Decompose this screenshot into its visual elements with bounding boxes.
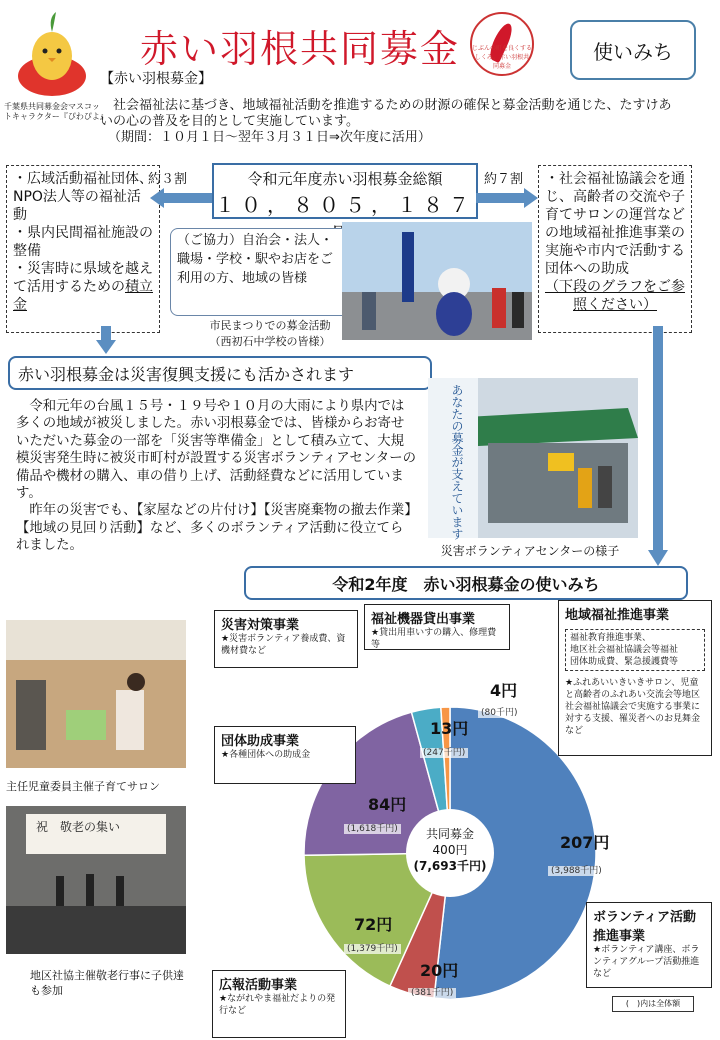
intro-body: 社会福祉法に基づき、地域福祉活動を推進するための財源の確保と募金活動を通じた、たすけあいの心の普及を目的として実施しています。	[100, 98, 672, 129]
reserve-fund: 積立金	[13, 279, 153, 313]
mascot-caption: 千葉県共同募金会マスコットキャラクター『ぴわぴよ』	[4, 102, 108, 121]
local-allocation-box	[538, 165, 692, 333]
category-desc: ★ボランティア講座、ボランティアグループ活動推進など	[593, 945, 700, 979]
category-community	[558, 600, 712, 756]
long-down-arrow-icon	[648, 326, 668, 566]
right-arrow-icon	[476, 188, 538, 208]
seal-text: じぶんの町を良くするしくみ。赤い羽根共同募金	[472, 45, 533, 70]
slice-label-group	[354, 912, 392, 935]
category-desc: ★ながれやま福祉だよりの発行など	[219, 994, 336, 1016]
slice-label-community	[560, 830, 609, 853]
festival-photo	[342, 222, 532, 340]
childcare-salon-photo	[6, 620, 186, 768]
pie-center-label	[410, 826, 490, 874]
tent-banner-text: あなたの募金が支えています	[450, 384, 464, 540]
red-feather-seal	[470, 12, 534, 76]
festival-caption-line1: 市民まつりでの募金活動	[209, 319, 331, 332]
category-desc-line: 福祉教育推進事業、	[570, 633, 652, 643]
slice-total: (381千円)	[408, 988, 456, 998]
chart-note: ( )内は全体額	[612, 996, 694, 1012]
slice-total-other	[478, 700, 520, 719]
respect-aged-sign: 祝 敬老の集い	[36, 820, 121, 834]
slice-label-pr	[420, 958, 458, 981]
slice-amount: 20円	[420, 961, 459, 980]
volunteer-center-caption: 災害ボランティアセンターの様子	[440, 544, 620, 558]
slice-total-group	[344, 936, 401, 955]
right-box-ref: （下段のグラフをご参照ください）	[545, 279, 685, 313]
disaster-banner: 赤い羽根募金は災害復興支援にも活かされます	[8, 356, 432, 390]
category-desc: ★ふれあいいきいきサロン、児童と高齢者のふれあい交流会等地区社会福祉協議会で実施する事業に対する支援、罹災者へのお見舞金など	[565, 678, 701, 736]
category-desc: ★災害ボランティア養成費、資機材費など	[221, 634, 346, 656]
childcare-salon-caption: 主任児童委員主催子育てサロン	[6, 780, 160, 793]
usage-label-box: 使いみち	[570, 20, 696, 80]
pie-center-value: 400円	[432, 843, 468, 857]
slice-label-disaster	[368, 792, 406, 815]
slice-total-community	[548, 858, 605, 877]
slice-total: (1,379千円)	[344, 944, 401, 954]
left-arrow-icon	[150, 188, 212, 208]
mascot-chick-icon	[14, 6, 89, 101]
slice-amount: 72円	[354, 915, 393, 934]
slice-amount: 84円	[368, 795, 407, 814]
festival-photo-caption	[180, 317, 360, 349]
category-volunteer	[586, 902, 712, 988]
respect-aged-caption: 地区社協主催敬老行事に子供達も参加	[30, 969, 184, 997]
disaster-paragraph-1: 令和元年の台風１５号・１９号や１０月の大雨により県内では多くの地域が被災しました。赤い羽根募金では、皆様からお寄せいただいた募金の一部を「災害等準備金」として積み立て、大規模災害発生時に被災市町村が設置する災害ボランティアセンターの備品や機材の購入、車の借り上げ、活動経費などに活用しています。	[16, 399, 416, 502]
left-item: ・広域活動福祉団体、NPO法人等の福祉活動	[13, 171, 153, 223]
regional-allocation-box	[6, 165, 160, 333]
slice-amount: 207円	[560, 833, 610, 852]
category-desc-line: 団体助成費、緊急援護費等	[570, 657, 679, 667]
category-welfare-equipment	[364, 604, 510, 650]
category-title: 福祉機器貸出事業	[371, 612, 476, 627]
pie-center-title: 共同募金	[425, 827, 474, 841]
down-arrow-icon	[96, 326, 116, 354]
slice-amount: 4円	[490, 681, 518, 700]
section-label: 【赤い羽根募金】	[100, 71, 212, 87]
category-title: 地域福祉推進事業	[565, 608, 670, 623]
category-desc-line: 地区社会福祉協議会等福祉	[570, 645, 679, 655]
category-pr	[212, 970, 346, 1038]
category-desc: ★各種団体への助成金	[221, 750, 311, 760]
slice-total: (1,618千円)	[344, 824, 401, 834]
disaster-text	[16, 398, 416, 555]
category-title: ボランティア活動推進事業	[593, 910, 696, 944]
page-title: 赤い羽根共同募金	[140, 27, 461, 71]
intro-text	[100, 98, 680, 146]
category-disaster	[214, 610, 358, 668]
category-title: 災害対策事業	[221, 618, 300, 633]
category-desc: ★貸出用車いすの購入、修理費等	[371, 628, 497, 650]
disaster-paragraph-2: 昨年の災害でも、【家屋などの片付け】【災害廃棄物の撤去作業】【地域の見回り活動】など、多くのボランティア活動に役立てられました。	[16, 503, 412, 554]
cooperation-bubble: （ご協力）自治会・法人・職場・学校・駅やお店をご利用の方、地域の皆様	[170, 228, 350, 316]
slice-amount: 13円	[430, 719, 469, 738]
community-detail-box	[565, 629, 705, 671]
slice-total: (3,988千円)	[548, 866, 605, 876]
right-ratio: 約７割	[484, 172, 524, 187]
left-item: ・県内民間福祉施設の整備	[13, 225, 153, 259]
pie-center-total: (7,693千円)	[413, 859, 487, 873]
category-group-grant	[214, 726, 356, 784]
category-title: 団体助成事業	[221, 734, 300, 749]
category-title: 広報活動事業	[219, 978, 298, 993]
slice-total-disaster	[344, 816, 401, 835]
total-amount-box	[212, 163, 478, 219]
right-box-text: ・社会福祉協議会を通じ、高齢者の交流や子育てサロンの運営などの地域福祉推進事業の実施や市内で活動する団体への助成	[545, 171, 685, 277]
total-title: 令和元年度赤い羽根募金総額	[247, 170, 443, 188]
usage-banner: 令和2年度 赤い羽根募金の使いみち	[244, 566, 688, 600]
slice-total: (247千円)	[420, 748, 468, 758]
slice-total-equipment	[420, 740, 468, 759]
left-item: ・災害時に県域を越えて活用するための	[13, 261, 153, 295]
slice-total-pr	[408, 980, 456, 999]
slice-label-equipment	[430, 716, 468, 739]
slice-label-other	[490, 678, 517, 701]
slice-total: (80千円)	[478, 708, 520, 718]
left-ratio: 約３割	[148, 172, 188, 187]
festival-caption-line2: （西初石中学校の皆様）	[209, 335, 331, 348]
total-amount: １０，８０５，１８７	[215, 193, 475, 217]
intro-period: （期間：１０月１日～翌年３月３１日⇒次年度に活用）	[108, 130, 431, 145]
